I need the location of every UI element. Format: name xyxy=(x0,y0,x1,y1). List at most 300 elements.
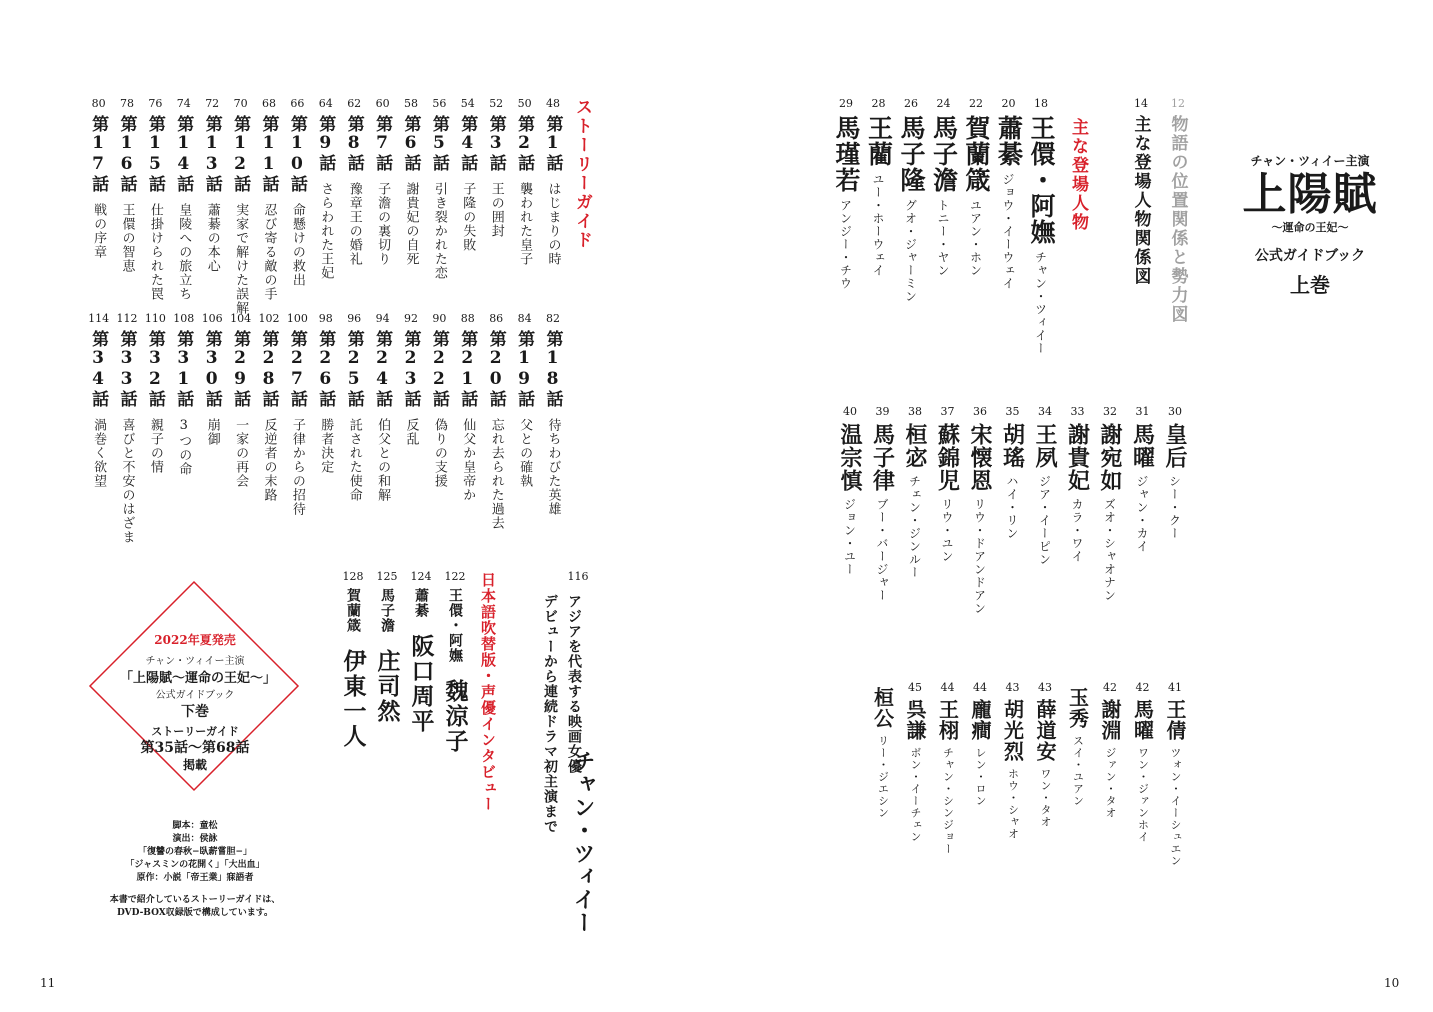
episode-title: 命懸けの救出 xyxy=(289,203,305,287)
announce-note: 掲載 xyxy=(182,758,207,772)
toc-label: 主な登場人物関係図 xyxy=(1130,115,1151,286)
character-name: 桓公 xyxy=(870,687,895,729)
character-name: 玉秀 xyxy=(1065,687,1090,729)
episode-number: 第19話 xyxy=(514,330,535,408)
credits-block xyxy=(110,820,280,885)
page-number: 114 xyxy=(88,312,110,325)
page-number: 12 xyxy=(1171,97,1185,110)
page-number: 29 xyxy=(839,97,853,110)
character-name: 馬子澹 xyxy=(929,115,959,193)
episode-title: 忍び寄る敵の手 xyxy=(261,203,277,301)
toc-item-map[interactable] xyxy=(1165,98,1191,324)
actor-name: ジョン・ユー xyxy=(842,498,857,576)
episode-title: 仕掛けられた罠 xyxy=(147,203,163,301)
page-number: 28 xyxy=(871,97,886,110)
page-number: 70 xyxy=(233,97,248,110)
character-item[interactable] xyxy=(998,406,1028,540)
actor-name: ブー・バージャー xyxy=(875,498,889,602)
episode-number: 第1話 xyxy=(542,115,563,172)
character-name: 王倩 xyxy=(1163,699,1187,741)
page-number: 50 xyxy=(517,97,532,110)
character-name: 皇后 xyxy=(1162,423,1188,469)
book-subtitle: 〜運命の王妃〜 xyxy=(1271,221,1349,234)
voice-actor: 庄司然 xyxy=(373,649,401,724)
character-name: 馬瑾若 xyxy=(832,115,861,193)
book-guide-label: 公式ガイドブック xyxy=(1254,248,1366,264)
episode-item[interactable] xyxy=(314,98,338,280)
episode-title: 託された使命 xyxy=(346,418,362,502)
actor-name: ジャン・カイ xyxy=(1135,475,1149,553)
episode-item[interactable] xyxy=(87,313,111,488)
character-name: 桓宓 xyxy=(902,423,928,469)
announce-date: 2022年夏発売 xyxy=(154,633,236,647)
page-number: 86 xyxy=(489,312,504,325)
episode-number: 第11話 xyxy=(258,115,279,193)
character-item[interactable] xyxy=(965,406,995,615)
character-name: 胡光烈 xyxy=(1000,699,1025,762)
actor-name: ユー・ホーウェイ xyxy=(871,173,885,277)
page-number: 30 xyxy=(1168,405,1182,418)
episode-title: 蕭綦の本心 xyxy=(204,203,220,273)
voice-role: 王儇・阿嫵 xyxy=(447,588,463,663)
episode-item[interactable] xyxy=(342,313,366,502)
episode-title: 反乱 xyxy=(403,418,419,446)
episode-title: 王儇の智恵 xyxy=(119,203,135,273)
episode-number: 第15話 xyxy=(144,115,165,193)
episode-item[interactable] xyxy=(513,98,537,266)
episode-item[interactable] xyxy=(229,313,253,488)
page-number: 80 xyxy=(91,97,106,110)
actor-name: リウ・ドアンドアン xyxy=(972,498,987,615)
character-name: 王栩 xyxy=(935,699,960,741)
character-name: 賀蘭箴 xyxy=(962,115,991,193)
character-item[interactable] xyxy=(933,406,963,563)
interview-name: チャン・ツィイー xyxy=(570,750,596,934)
interview-lead-2: デビューから連続ドラマ初主演まで xyxy=(542,594,558,834)
voice-cast-item[interactable] xyxy=(372,571,402,724)
character-item[interactable] xyxy=(998,682,1028,840)
actor-name: グオ・ジャーミン xyxy=(903,199,918,303)
episode-number: 第6話 xyxy=(400,115,421,172)
announce-story: ストーリーガイド xyxy=(151,725,239,738)
episode-item[interactable] xyxy=(257,98,281,301)
episode-title: 引き裂かれた恋 xyxy=(431,182,447,280)
voice-cast-item[interactable] xyxy=(338,571,368,749)
page-number: 84 xyxy=(517,312,532,325)
page-number: 96 xyxy=(347,312,362,325)
episode-number: 第26話 xyxy=(315,330,336,408)
character-item[interactable] xyxy=(868,682,898,819)
character-item[interactable] xyxy=(961,98,991,277)
page-number: 33 xyxy=(1070,405,1085,418)
voice-cast-item[interactable] xyxy=(440,571,470,754)
page-number-left: 11 xyxy=(40,976,56,990)
episode-title: 実家で解けた誤解 xyxy=(233,203,249,315)
episode-title: 子隆の失敗 xyxy=(460,182,476,252)
interview-lead-1: アジアを代表する映画女優 xyxy=(566,594,582,774)
page-number: 37 xyxy=(940,405,955,418)
page-number: 56 xyxy=(432,97,447,110)
character-name: 温宗慎 xyxy=(837,423,863,492)
character-name: 馬曜 xyxy=(1129,423,1156,469)
page-number: 44 xyxy=(940,681,955,694)
page-number: 43 xyxy=(1038,681,1052,694)
page-number: 78 xyxy=(120,97,134,110)
book-tagline: チャン・ツィイー主演 xyxy=(1250,154,1370,168)
actor-name: チェン・ジンルー xyxy=(907,475,922,579)
page-number: 72 xyxy=(205,97,220,110)
page-number: 35 xyxy=(1005,405,1020,418)
page-number: 66 xyxy=(290,97,305,110)
episode-title: 反逆者の末路 xyxy=(261,418,277,502)
episode-number: 第18話 xyxy=(542,330,563,408)
announce-title: 「上陽賦〜運命の王妃〜」 xyxy=(120,671,277,686)
episode-number: 第32話 xyxy=(144,330,165,408)
page-number: 58 xyxy=(404,97,418,110)
page-number: 64 xyxy=(318,97,333,110)
episode-item[interactable] xyxy=(342,98,366,266)
character-item[interactable] xyxy=(1030,406,1060,566)
episode-title: 待ちわびた英雄 xyxy=(545,418,561,516)
credit-script: 脚本：童松 xyxy=(172,821,218,831)
episode-title: 父との確執 xyxy=(517,418,533,488)
episode-number: 第30話 xyxy=(201,330,222,408)
episode-number: 第33話 xyxy=(116,330,137,408)
episode-title: 3つの命 xyxy=(176,418,192,476)
page-number: 54 xyxy=(460,97,475,110)
character-item[interactable] xyxy=(831,98,861,290)
episode-title: 謝貴妃の自死 xyxy=(403,182,419,266)
character-item[interactable] xyxy=(868,406,898,602)
episode-title: はじまりの時 xyxy=(545,182,561,266)
page-number: 88 xyxy=(460,312,475,325)
character-name: 馬曜 xyxy=(1130,699,1155,741)
page-number: 76 xyxy=(148,97,163,110)
credit-works-1: 「復讐の春秋−臥薪嘗胆−」 xyxy=(137,847,253,857)
episode-title: 偽りの支援 xyxy=(431,418,447,488)
actor-name: トニー・ヤン xyxy=(936,199,950,277)
character-item[interactable] xyxy=(1160,406,1190,540)
character-item[interactable] xyxy=(900,406,930,579)
announce-guide: 公式ガイドブック xyxy=(155,690,235,701)
character-item[interactable] xyxy=(864,98,894,277)
episode-item[interactable] xyxy=(513,313,537,488)
character-item[interactable] xyxy=(1030,682,1060,828)
episode-title: 一家の再会 xyxy=(233,418,249,488)
actor-name: ワン・タオ xyxy=(1039,768,1052,828)
episode-item[interactable] xyxy=(143,313,167,474)
character-name: 馬子律 xyxy=(869,423,896,492)
voice-actor: 伊東一人 xyxy=(339,649,367,749)
episode-title: 喜びと不安のはざま xyxy=(119,418,135,544)
episode-number: 第21話 xyxy=(457,330,478,408)
episode-number: 第14話 xyxy=(173,115,194,193)
page-number: 40 xyxy=(843,405,857,418)
episode-item[interactable] xyxy=(229,98,253,315)
episode-item[interactable] xyxy=(541,313,565,516)
episode-number: 第13話 xyxy=(201,115,222,193)
page-number: 124 xyxy=(410,570,432,583)
page-number: 104 xyxy=(230,312,252,325)
page-number: 128 xyxy=(342,570,364,583)
episode-item[interactable] xyxy=(399,98,423,266)
episode-item[interactable] xyxy=(484,313,508,530)
toc-item-relations[interactable] xyxy=(1128,98,1154,286)
footnote xyxy=(100,894,290,920)
episode-number: 第28話 xyxy=(258,330,279,408)
page-number: 82 xyxy=(546,312,560,325)
actor-name: ユアン・ホン xyxy=(968,199,983,277)
episode-title: 仙父か皇帝か xyxy=(460,418,476,502)
voice-role: 蕭綦 xyxy=(413,588,429,618)
book-title: 上陽賦 xyxy=(1242,169,1378,220)
page-number: 18 xyxy=(1034,97,1048,110)
actor-name: ハイ・リン xyxy=(1005,475,1019,540)
character-name: 薛道安 xyxy=(1033,699,1057,762)
character-name: 謝貴妃 xyxy=(1064,423,1091,492)
episode-number: 第20話 xyxy=(485,330,506,408)
actor-name: アンジー・チウ xyxy=(838,199,853,290)
page-number: 22 xyxy=(969,97,983,110)
actor-name: ツォン・イーシュエン xyxy=(1169,747,1182,867)
voice-role: 賀蘭箴 xyxy=(345,588,361,633)
episode-item[interactable] xyxy=(115,313,139,544)
character-item[interactable] xyxy=(933,682,963,855)
episode-number: 第17話 xyxy=(88,115,109,193)
episode-title: 襲われた皇子 xyxy=(517,182,533,266)
page-number: 48 xyxy=(546,97,560,110)
page-number: 24 xyxy=(936,97,951,110)
episode-item[interactable] xyxy=(314,313,338,474)
character-item[interactable] xyxy=(1063,406,1093,563)
character-item[interactable] xyxy=(1026,98,1056,355)
episode-number: 第25話 xyxy=(343,330,364,408)
page-number: 20 xyxy=(1001,97,1016,110)
page-number: 44 xyxy=(973,681,987,694)
episode-item[interactable] xyxy=(172,313,196,476)
book-volume: 上巻 xyxy=(1290,273,1330,297)
episode-number: 第3話 xyxy=(485,115,506,172)
voice-role: 馬子澹 xyxy=(379,588,395,633)
episode-title: 崩御 xyxy=(204,418,220,446)
page-number: 90 xyxy=(432,312,447,325)
episode-item[interactable] xyxy=(371,98,395,266)
episode-number: 第22話 xyxy=(428,330,449,408)
page-number: 108 xyxy=(173,312,195,325)
credit-director: 演出：侯詠 xyxy=(172,834,218,844)
episode-title: 伯父との和解 xyxy=(375,418,391,502)
actor-name: ワン・ジァンホイ xyxy=(1136,747,1150,843)
page-number: 110 xyxy=(144,312,166,325)
character-item[interactable] xyxy=(1128,406,1158,553)
episode-item[interactable] xyxy=(541,98,565,266)
episode-title: 渦巻く欲望 xyxy=(91,418,107,488)
credit-original: 原作：小説「帝王業」寐語者 xyxy=(136,873,254,883)
episode-item[interactable] xyxy=(200,98,224,273)
page-number: 125 xyxy=(376,570,398,583)
actor-name: チャン・シンジョー xyxy=(941,747,955,855)
character-name: 王儇・阿嫵 xyxy=(1027,115,1056,245)
voice-actor: 阪口周平 xyxy=(407,634,435,734)
character-item[interactable] xyxy=(1095,682,1125,819)
episode-title: さらわれた王妃 xyxy=(318,182,334,280)
episode-number: 第23話 xyxy=(400,330,421,408)
actor-name: リー・ジエシン xyxy=(876,735,890,819)
character-item[interactable] xyxy=(1095,406,1125,602)
page-number: 100 xyxy=(286,312,308,325)
page-number: 98 xyxy=(318,312,333,325)
episode-number: 第16話 xyxy=(116,115,137,193)
page-number: 116 xyxy=(567,570,589,583)
episode-item[interactable] xyxy=(427,313,451,488)
episode-number: 第31話 xyxy=(173,330,194,408)
actor-name: スイ・ユアン xyxy=(1071,735,1085,807)
book-title-block xyxy=(1230,152,1390,298)
page-number: 38 xyxy=(908,405,922,418)
actor-name: チャン・ツィイー xyxy=(1033,251,1048,355)
page-number: 31 xyxy=(1135,405,1150,418)
character-name: 謝淵 xyxy=(1098,699,1122,741)
page-number: 68 xyxy=(262,97,276,110)
credit-works-2: 「ジャスミンの花開く」「大出血」 xyxy=(125,860,265,870)
episode-item[interactable] xyxy=(371,313,395,502)
actor-name: ズオ・シャオナン xyxy=(1102,498,1117,602)
character-name: 王夙 xyxy=(1032,423,1058,469)
announce-volume: 下巻 xyxy=(181,704,209,720)
episode-title: 戦の序章 xyxy=(91,203,107,259)
interview-zhang-ziyi[interactable] xyxy=(558,571,598,588)
announcement-block xyxy=(120,632,277,774)
voice-cast-item[interactable] xyxy=(406,571,436,734)
character-name: 龐癎 xyxy=(968,699,992,741)
episode-number: 第8話 xyxy=(343,115,364,172)
page-number: 32 xyxy=(1103,405,1117,418)
episode-item[interactable] xyxy=(172,98,196,301)
page-number: 74 xyxy=(176,97,191,110)
character-item[interactable] xyxy=(1063,682,1093,807)
episode-number: 第29話 xyxy=(230,330,251,408)
episode-title: 豫章王の婚礼 xyxy=(346,182,362,266)
voice-section-title: 日本語吹替版・声優インタビュー xyxy=(479,572,497,812)
page-number: 42 xyxy=(1135,681,1150,694)
episode-number: 第5話 xyxy=(428,115,449,172)
episode-item[interactable] xyxy=(399,313,423,446)
episode-item[interactable] xyxy=(143,98,167,301)
episode-item[interactable] xyxy=(200,313,224,446)
episode-item[interactable] xyxy=(257,313,281,502)
episode-item[interactable] xyxy=(427,98,451,280)
page-number: 94 xyxy=(375,312,390,325)
episode-number: 第2話 xyxy=(514,115,535,172)
actor-name: カラ・ワイ xyxy=(1070,498,1084,563)
character-name: 謝宛如 xyxy=(1097,423,1123,492)
page-number: 26 xyxy=(904,97,918,110)
footnote-line-1: 本書で紹介しているストーリーガイドは、 xyxy=(109,895,281,905)
episode-item[interactable] xyxy=(456,98,480,252)
page-number: 52 xyxy=(489,97,504,110)
episode-number: 第27話 xyxy=(286,330,307,408)
character-item[interactable] xyxy=(835,406,865,576)
episode-title: 忘れ去られた過去 xyxy=(488,418,504,530)
character-item[interactable] xyxy=(965,682,995,807)
actor-name: ジョウ・イーウェイ xyxy=(1001,173,1015,290)
actor-name: ジア・イーピン xyxy=(1037,475,1052,566)
page-number: 92 xyxy=(404,312,418,325)
episode-number: 第34話 xyxy=(88,330,109,408)
page-number: 34 xyxy=(1038,405,1052,418)
page-number: 62 xyxy=(347,97,362,110)
page-number: 36 xyxy=(973,405,987,418)
page-number: 102 xyxy=(258,312,280,325)
toc-label: 物語の位置関係と勢力図 xyxy=(1167,115,1188,324)
episode-item[interactable] xyxy=(285,313,309,516)
character-name: 宋懐恩 xyxy=(967,423,993,492)
actor-name: リウ・ユン xyxy=(940,498,954,563)
character-name: 王藺 xyxy=(864,115,894,167)
page-number: 39 xyxy=(875,405,890,418)
character-item[interactable] xyxy=(896,98,926,303)
character-name: 蘇錦児 xyxy=(934,423,961,492)
actor-name: ホウ・シャオ xyxy=(1006,768,1020,840)
episode-item[interactable] xyxy=(87,98,111,259)
actor-name: ボン・イーチェン xyxy=(909,747,922,843)
character-item[interactable] xyxy=(1160,682,1190,867)
episode-title: 皇陵への旅立ち xyxy=(176,203,192,301)
character-item[interactable] xyxy=(929,98,959,277)
page-number: 45 xyxy=(908,681,922,694)
announce-range: 第35話〜第68話 xyxy=(140,740,250,756)
episode-title: 子律からの招待 xyxy=(289,418,305,516)
episode-number: 第7話 xyxy=(372,115,393,172)
character-name: 胡瑤 xyxy=(999,423,1026,469)
actor-name: レン・ロン xyxy=(974,747,987,807)
episode-title: 王の囲封 xyxy=(488,182,504,238)
page-number: 60 xyxy=(375,97,390,110)
page-number: 41 xyxy=(1168,681,1182,694)
episode-title: 子澹の裏切り xyxy=(375,182,391,266)
voice-actor: 魏涼子 xyxy=(441,679,469,754)
episode-number: 第24話 xyxy=(372,330,393,408)
episode-number: 第4話 xyxy=(457,115,478,172)
episode-number: 第9話 xyxy=(315,115,336,172)
episode-item[interactable] xyxy=(484,98,508,238)
episode-title: 勝者決定 xyxy=(318,418,334,474)
episode-number: 第12話 xyxy=(230,115,251,193)
page-number: 14 xyxy=(1134,97,1148,110)
page-number: 122 xyxy=(444,570,466,583)
page-number: 43 xyxy=(1005,681,1020,694)
footnote-line-2: DVD-BOX収録版で構成しています。 xyxy=(116,908,274,918)
character-item[interactable] xyxy=(1128,682,1158,843)
character-item[interactable] xyxy=(994,98,1024,290)
page-number: 42 xyxy=(1103,681,1117,694)
episode-title: 親子の情 xyxy=(147,418,163,474)
episode-item[interactable] xyxy=(115,98,139,273)
episode-number: 第10話 xyxy=(286,115,307,193)
episode-item[interactable] xyxy=(456,313,480,502)
actor-name: ジァン・タオ xyxy=(1104,747,1117,819)
page-number-right: 10 xyxy=(1384,976,1400,990)
character-name: 蕭綦 xyxy=(994,115,1024,167)
character-item[interactable] xyxy=(900,682,930,843)
page-number: 106 xyxy=(201,312,223,325)
announce-tagline: チャン・ツィイー主演 xyxy=(145,656,245,667)
character-name: 馬子隆 xyxy=(897,115,926,193)
page-number: 112 xyxy=(116,312,138,325)
characters-section-title: 主な登場人物 xyxy=(1068,118,1088,232)
story-section-title: ストーリーガイド xyxy=(572,98,592,250)
episode-item[interactable] xyxy=(285,98,309,287)
